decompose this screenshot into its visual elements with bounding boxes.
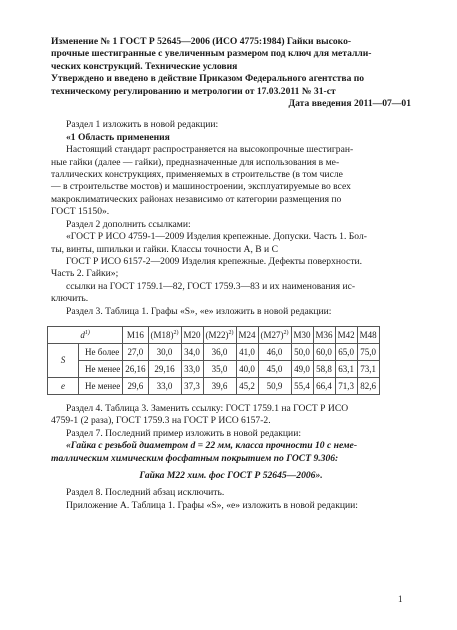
table-cell: 40,0 <box>236 360 258 377</box>
table-cell: 63,1 <box>335 360 357 377</box>
section2-intro: Раздел 2 дополнить ссылками: <box>66 218 191 230</box>
row-label: Не менее <box>79 360 123 377</box>
table-cell: 82,6 <box>357 377 379 394</box>
appendix-text: Приложение А. Таблица 1. Графы «S», «е» изложить в новой редакции: <box>66 499 358 511</box>
table-cell: 75,0 <box>357 343 379 360</box>
section4-text: Раздел 4. Таблица 3. Заменить ссылку: ГОСТ 1759.1 на ГОСТ Р ИСО <box>66 402 349 414</box>
dimensions-table <box>47 326 380 395</box>
col-header: M30 <box>291 326 313 343</box>
table-row <box>48 343 380 360</box>
section2-ref2: ГОСТ Р ИСО 6157-2—2009 Изделия крепежные. Дефекты поверхности. Часть 2. Гайки»; <box>51 255 363 280</box>
effective-date: Дата введения 2011—07—01 <box>288 98 411 110</box>
col-header: M48 <box>357 326 379 343</box>
col-header: $(M18)^{2)}$ <box>148 326 181 343</box>
col-header: M42 <box>335 326 357 343</box>
section1-text: Настоящий стандарт распространяется на высокопрочные шестигран- ные гайки (далее — гайки), предназначенные для использования в ме- таллических конструкциях, применяемых в строительстве (в том числе — в строительстве мостов) и машиностроении, эксплуатируемые во всех макроклиматических районах независимо от категории размещения по ГОСТ 15150». <box>51 144 354 218</box>
section7-designation: Гайка М22 хим. фос ГОСТ Р 52645—2006». <box>139 469 323 481</box>
section7-intro: Раздел 7. Последний пример изложить в новой редакции: <box>66 427 301 439</box>
table-cell: 71,3 <box>335 377 357 394</box>
section4-text-cont: 4759-1 (2 раза), ГОСТ 1759.3 на ГОСТ Р ИСО 6157-2. <box>51 415 271 427</box>
table-cell: 41,0 <box>236 343 258 360</box>
section2-ref3: ссылки на ГОСТ 1759.1—82, ГОСТ 1759.3—83 и их наименования ис- ключить. <box>51 280 356 305</box>
table-cell: 39,6 <box>203 377 236 394</box>
table-cell: 50,0 <box>291 343 313 360</box>
table-cell: 66,4 <box>313 377 335 394</box>
table-cell: 73,1 <box>357 360 379 377</box>
section8-text: Раздел 8. Последний абзац исключить. <box>66 487 225 499</box>
table-cell: 26,16 <box>123 360 148 377</box>
amendment-title: Изменение № 1 ГОСТ Р 52645—2006 (ИСО 4775:1984) Гайки высоко- прочные шестигранные с увеличенным размером под ключ для металли- ческих конструкций. Технические условия <box>51 36 372 72</box>
approval-statement: Утверждено и введено в действие Приказом Федерального агентства по техническому регулированию и метрологии от 17.03.2011 № 31-ст <box>51 73 365 97</box>
section3-intro: Раздел 3. Таблица 1. Графы «S», «е» изложить в новой редакции: <box>66 305 332 317</box>
document-page <box>51 36 411 512</box>
section7-example: «Гайка с резьбой диаметром d = 22 мм, класса прочности 10 с неме- таллическим химическим фосфатным покрытием по ГОСТ 9.306: <box>51 440 358 464</box>
table-cell: 45,2 <box>236 377 258 394</box>
table-cell: 46,0 <box>258 343 291 360</box>
table-cell: 27,0 <box>123 343 148 360</box>
table-row <box>48 360 380 377</box>
page-number: 1 <box>398 594 403 604</box>
col-header: $(M27)^{2)}$ <box>258 326 291 343</box>
table-row <box>48 377 380 394</box>
table-cell: 29,6 <box>123 377 148 394</box>
table-cell: 58,8 <box>313 360 335 377</box>
col-header: $(M22)^{2)}$ <box>203 326 236 343</box>
table-cell: 50,9 <box>258 377 291 394</box>
table-cell: 33,0 <box>148 377 181 394</box>
table-cell: 60,0 <box>313 343 335 360</box>
table-cell: 65,0 <box>335 343 357 360</box>
table-cell: 55,4 <box>291 377 313 394</box>
table-cell: 30,0 <box>148 343 181 360</box>
table-cell: 29,16 <box>148 360 181 377</box>
table-cell: 33,0 <box>181 360 203 377</box>
table-header-row <box>48 326 380 343</box>
d-header-cell: $d^{1)}$ <box>48 326 123 343</box>
table-cell: 37,3 <box>181 377 203 394</box>
symbol-s-cell: S <box>48 343 79 377</box>
section2-ref1: «ГОСТ Р ИСО 4759-1—2009 Изделия крепежные. Допуски. Часть 1. Бол- ты, винты, шпильки и гайки. Классы точности A, B и C <box>51 231 367 255</box>
section1-heading: «1 Область применения <box>66 131 170 143</box>
table-cell: 36,0 <box>203 343 236 360</box>
col-header: M24 <box>236 326 258 343</box>
table-cell: 45,0 <box>258 360 291 377</box>
row-label: Не менее <box>79 377 123 394</box>
col-header: M16 <box>123 326 148 343</box>
row-label: Не более <box>79 343 123 360</box>
symbol-e-cell: e <box>48 377 79 394</box>
table-cell: 35,0 <box>203 360 236 377</box>
table-cell: 34,0 <box>181 343 203 360</box>
col-header: M20 <box>181 326 203 343</box>
section1-intro: Раздел 1 изложить в новой редакции: <box>66 119 219 131</box>
table-cell: 49,0 <box>291 360 313 377</box>
col-header: M36 <box>313 326 335 343</box>
